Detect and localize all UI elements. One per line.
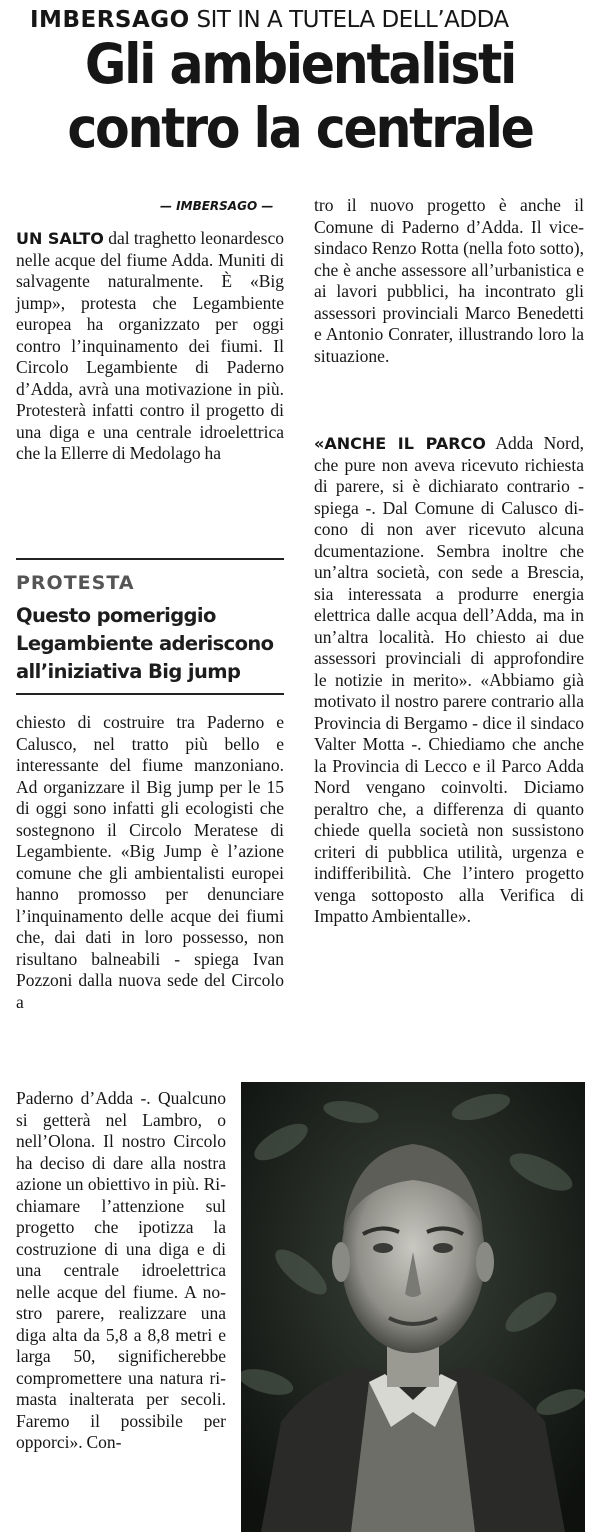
lead-in: UN SALTO [16, 229, 104, 248]
paragraph-text: dal traghetto leonardesco nelle acque del fiume Adda. Muniti di salvagente naturalmente. È «Big jump», protesta che Legambiente europea ha organizzato per oggi contro l’inquinamento dei fiumi. Il Circolo Legambiente di Paderno d’Adda, avrà una motivazione in più. Protesterà infatti contro il progetto di una diga e una centrale idroelettrica che la Ellerre di Medolago ha [16, 228, 284, 463]
divider-rule [16, 693, 284, 695]
section-label: PROTESTA [16, 572, 135, 594]
lead-in: «ANCHE IL PARCO [314, 434, 486, 453]
headline-line-1: Gli ambientalisti [84, 32, 516, 96]
divider-rule [16, 558, 284, 560]
paragraph [314, 433, 584, 928]
headline-line-2: contro la centrale [67, 96, 533, 160]
kicker-place: IMBERSAGO [30, 7, 190, 33]
kicker [30, 6, 590, 34]
article-column-1-bottom [16, 1088, 226, 1454]
subheadline [16, 602, 288, 686]
paragraph: chiesto di costruire tra Paderno e Calusco, nel tratto più bello e interessante del fiume manzoniano. Ad organizzare il Big jump per le 15 di oggi sono infatti gli ecologisti che sostegnono il Circolo Meratese di Legambiente. «Big Jump è l’azione comune che gli ambientalisti europei hanno promosso per denunciare l’inquinamento delle acque dei fiumi che, dai dati in loro possesso, non risultano balneabili - spiega Ivan Pozzoni dalla nuova sede del Circolo a [16, 712, 284, 1012]
portrait-image [241, 1082, 585, 1532]
article-column-1-top [16, 228, 284, 465]
dateline: — IMBERSAGO — [160, 199, 274, 213]
kicker-text: SIT IN A TUTELA DELL’ADDA [196, 7, 509, 33]
paragraph: tro il nuovo progetto è anche il Comune di Paderno d’Adda. Il vice-sindaco Renzo Rotta (nella foto sotto), che è anche assessore all’urbanistica e ai lavori pubblici, ha incontrato gli assessori provinciali Marco Benedetti e Antonio Conrater, illustrando loro la situazione. [314, 195, 584, 366]
headline [33, 32, 567, 160]
subheadline-line: Questo pomeriggio [16, 604, 216, 627]
article-column-2-bottom [314, 433, 584, 928]
paragraph: Paderno d’Adda -. Qualcuno si getterà nel Lambro, o nell’Olona. Il nostro Circolo ha deciso di dare alla nostra azione un obiettivo in più. Richiamare l’attenzione sul progetto che ipotizza la costruzione di una diga e di una centrale idroelettrica nelle acque del fiume. A nostro parere, realizzare una diga alta da 5,8 a 8,8 metri e larga 50, significherebbe compromettere una natura rimasta inalterata per secoli. Faremo il possibile per opporci». Con- [16, 1088, 226, 1452]
subheadline-line: Legambiente aderiscono [16, 632, 274, 655]
article-column-2-top [314, 195, 584, 367]
paragraph [16, 228, 284, 465]
article-column-1-middle [16, 712, 284, 1013]
subheadline-line: all’iniziativa Big jump [16, 660, 241, 683]
portrait-photo [241, 1082, 585, 1532]
paragraph-text: Adda Nord, che pure non aveva ricevuto richiesta di parere, si è dichiarato contrario - spiega -. Dal Comune di Calusco dicono di non aver ricevuto alcuna dcumentazione. Sembra inoltre che un’altra società, con sede a Brescia, sia interessata a produrre energia elettrica dalle acqua dell’Adda, ma in un’altra località. Ho chiesto ai due assessori provinciali di approfondire le notizie in merito». «Abbiamo già motivato il nostro parere contrario alla Provincia di Bergamo - dice il sindaco Valter Motta -. Chiediamo che anche la Provincia di Lecco e il Parco Adda Nord vengano coinvolti. Diciamo peraltro che, a differenza di quanto chiede quella società non sussistono criteri di pubblica utilità, urgenza e indifferibilità. Che l’intero progetto venga sottoposto alla Verifica di Impatto Ambientalle». [314, 433, 585, 926]
